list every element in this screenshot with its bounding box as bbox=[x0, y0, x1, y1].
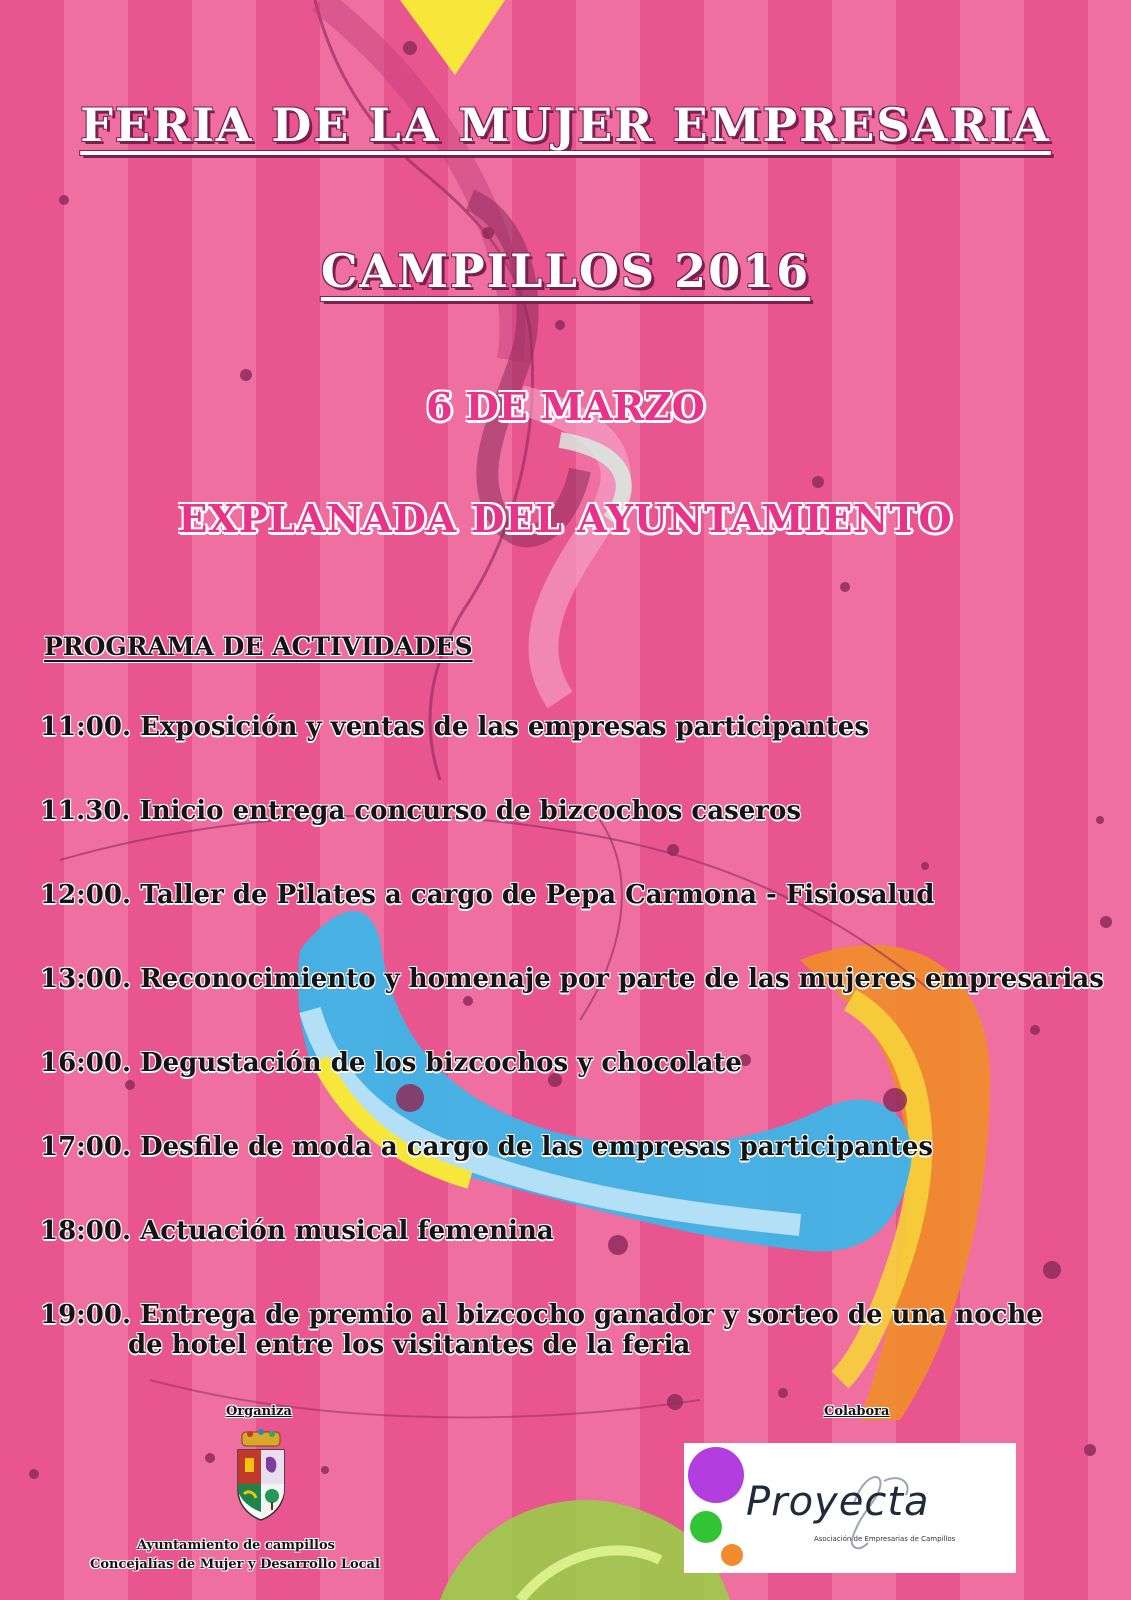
activity-time: 11.30. bbox=[40, 796, 131, 826]
activity-item bbox=[40, 1048, 742, 1078]
activity-item bbox=[40, 880, 934, 910]
activity-time: 18:00. bbox=[40, 1216, 132, 1246]
activity-item bbox=[40, 712, 869, 742]
organiza-label: Organiza bbox=[226, 1404, 292, 1419]
activity-item bbox=[40, 1132, 933, 1162]
activity-text: Degustación de los bizcochos y chocolate bbox=[140, 1048, 742, 1078]
activity-time: 11:00. bbox=[40, 712, 132, 742]
activity-text: Exposición y ventas de las empresas participantes bbox=[140, 712, 869, 742]
activity-item bbox=[40, 1216, 554, 1246]
activity-text: Taller de Pilates a cargo de Pepa Carmona - Fisiosalud bbox=[140, 880, 935, 910]
logo-subtitle: Asociación de Empresarias de Campillos bbox=[814, 1535, 956, 1543]
activity-text: Actuación musical femenina bbox=[140, 1216, 554, 1246]
logo-name: Proyecta bbox=[746, 1479, 930, 1525]
activity-time: 16:00. bbox=[40, 1048, 132, 1078]
activity-text-continuation: de hotel entre los visitantes de la feria bbox=[128, 1330, 691, 1360]
activity-time: 13:00. bbox=[40, 964, 132, 994]
activity-text: Inicio entrega concurso de bizcochos caseros bbox=[139, 796, 801, 826]
activity-text: Reconocimiento y homenaje por parte de las mujeres empresarias bbox=[140, 964, 1104, 994]
organizer-departments: Concejalías de Mujer y Desarrollo Local bbox=[90, 1557, 380, 1572]
activity-item bbox=[40, 796, 801, 826]
town-crest-icon bbox=[232, 1428, 290, 1524]
program-heading: PROGRAMA DE ACTIVIDADES bbox=[44, 632, 473, 661]
proyecta-logo bbox=[684, 1443, 1016, 1573]
activity-text: Desfile de moda a cargo de las empresas participantes bbox=[140, 1132, 934, 1162]
organizer-name: Ayuntamiento de campillos bbox=[137, 1538, 335, 1553]
event-subtitle: CAMPILLOS 2016 bbox=[320, 244, 811, 298]
activity-time: 19:00. bbox=[40, 1300, 132, 1330]
activity-time: 12:00. bbox=[40, 880, 132, 910]
colabora-label: Colabora bbox=[824, 1404, 890, 1419]
event-place: EXPLANADA DEL AYUNTAMIENTO bbox=[178, 496, 953, 541]
activity-text: Entrega de premio al bizcocho ganador y sorteo de una noche bbox=[140, 1300, 1043, 1330]
activity-item bbox=[40, 964, 1104, 994]
activity-item bbox=[40, 1300, 1043, 1360]
activity-time: 17:00. bbox=[40, 1132, 132, 1162]
event-date: 6 DE MARZO bbox=[426, 384, 705, 429]
event-title: FERIA DE LA MUJER EMPRESARIA bbox=[80, 98, 1051, 152]
